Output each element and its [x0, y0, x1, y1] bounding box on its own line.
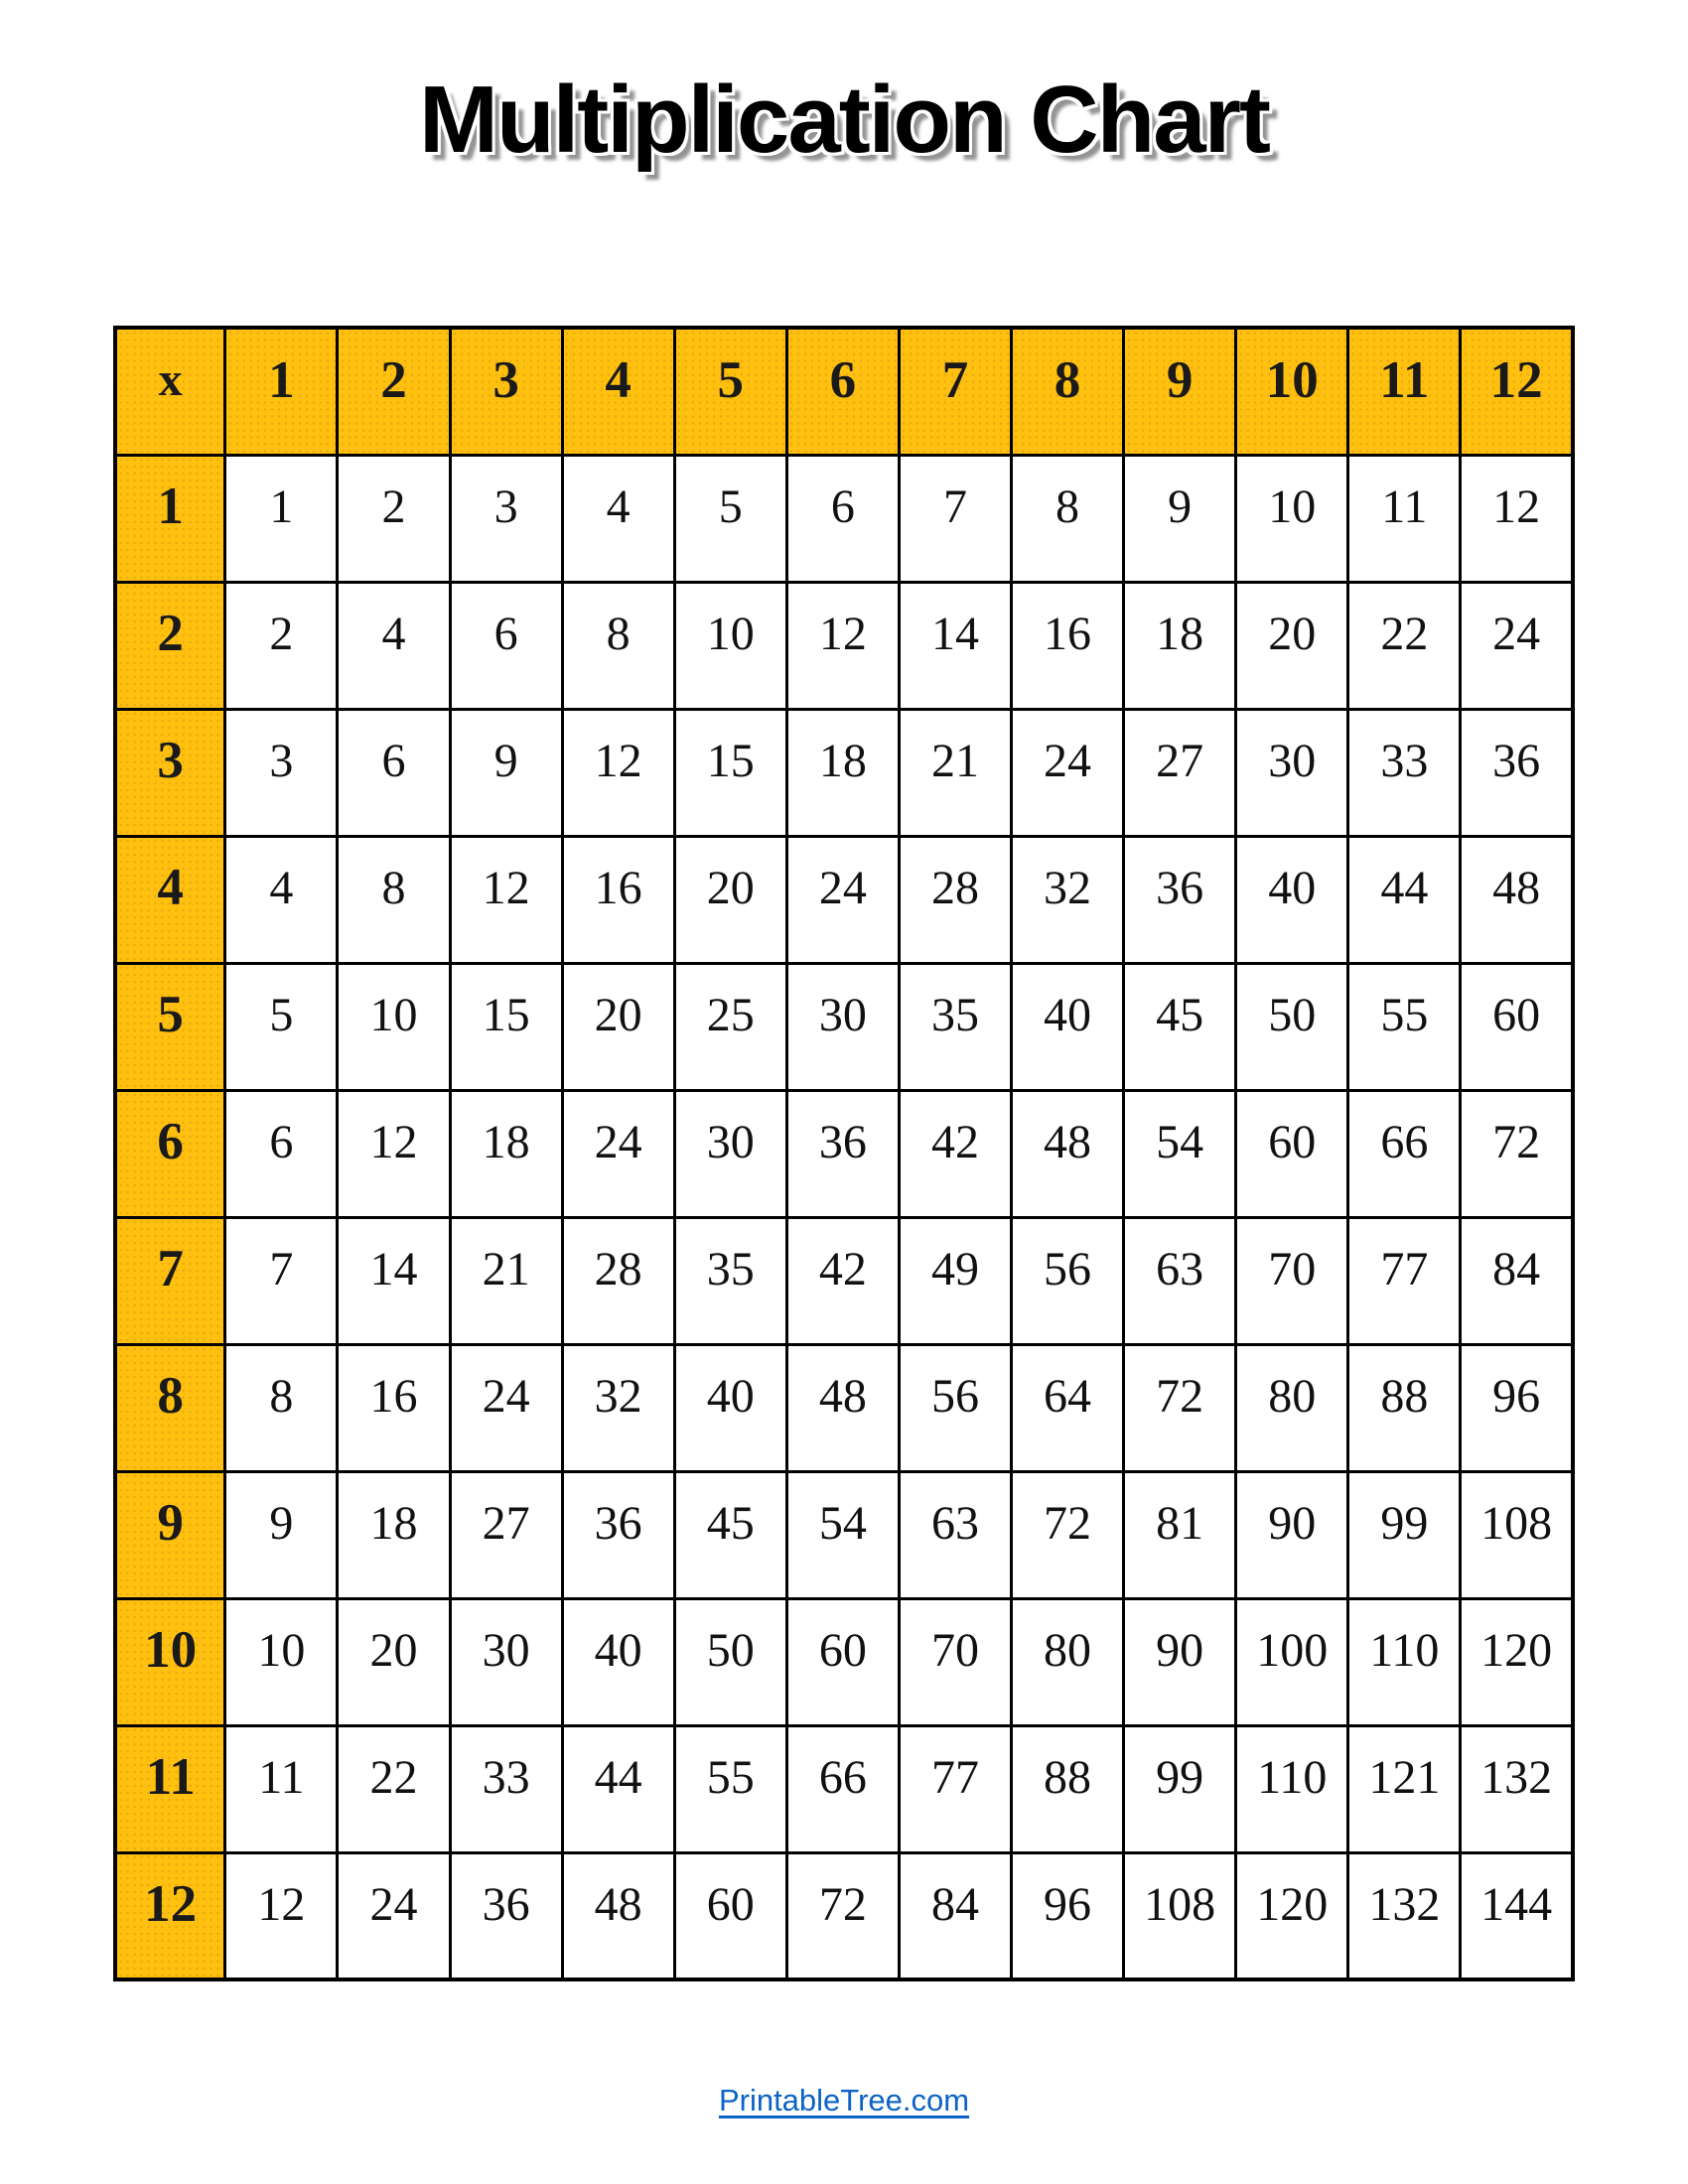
row-header-cell: 2: [115, 582, 225, 709]
product-cell: 120: [1236, 1852, 1348, 1979]
product-cell: 96: [1461, 1344, 1573, 1471]
product-cell: 10: [338, 963, 450, 1090]
product-cell: 30: [674, 1090, 786, 1217]
product-cell: 44: [562, 1725, 674, 1852]
product-cell: 90: [1236, 1471, 1348, 1598]
product-cell: 30: [450, 1598, 562, 1725]
product-cell: 22: [1348, 582, 1461, 709]
product-cell: 36: [562, 1471, 674, 1598]
product-cell: 24: [1011, 709, 1123, 836]
product-cell: 54: [1124, 1090, 1236, 1217]
product-cell: 14: [899, 582, 1011, 709]
product-cell: 56: [899, 1344, 1011, 1471]
product-cell: 77: [1348, 1217, 1461, 1344]
product-cell: 36: [1124, 836, 1236, 963]
product-cell: 66: [1348, 1090, 1461, 1217]
product-cell: 7: [225, 1217, 338, 1344]
table-row: [115, 1852, 1573, 1979]
product-cell: 64: [1011, 1344, 1123, 1471]
product-cell: 55: [1348, 963, 1461, 1090]
product-cell: 18: [1124, 582, 1236, 709]
column-header-cell: 4: [562, 328, 674, 455]
row-header-cell: 6: [115, 1090, 225, 1217]
table-row: [115, 1725, 1573, 1852]
product-cell: 2: [225, 582, 338, 709]
product-cell: 12: [450, 836, 562, 963]
product-cell: 20: [674, 836, 786, 963]
column-header-cell: 1: [225, 328, 338, 455]
product-cell: 11: [1348, 455, 1461, 582]
product-cell: 48: [1461, 836, 1573, 963]
product-cell: 55: [674, 1725, 786, 1852]
product-cell: 22: [338, 1725, 450, 1852]
row-header-cell: 8: [115, 1344, 225, 1471]
product-cell: 16: [338, 1344, 450, 1471]
product-cell: 56: [1011, 1217, 1123, 1344]
product-cell: 48: [786, 1344, 899, 1471]
product-cell: 36: [450, 1852, 562, 1979]
product-cell: 28: [562, 1217, 674, 1344]
product-cell: 27: [1124, 709, 1236, 836]
column-header-cell: 6: [786, 328, 899, 455]
product-cell: 110: [1236, 1725, 1348, 1852]
product-cell: 6: [225, 1090, 338, 1217]
product-cell: 60: [674, 1852, 786, 1979]
product-cell: 84: [1461, 1217, 1573, 1344]
table-row: [115, 455, 1573, 582]
product-cell: 70: [1236, 1217, 1348, 1344]
product-cell: 72: [1124, 1344, 1236, 1471]
product-cell: 35: [674, 1217, 786, 1344]
column-header-cell: 5: [674, 328, 786, 455]
product-cell: 132: [1348, 1852, 1461, 1979]
row-header-cell: 5: [115, 963, 225, 1090]
product-cell: 144: [1461, 1852, 1573, 1979]
table-row: [115, 836, 1573, 963]
product-cell: 30: [786, 963, 899, 1090]
product-cell: 40: [1236, 836, 1348, 963]
product-cell: 16: [562, 836, 674, 963]
product-cell: 18: [338, 1471, 450, 1598]
product-cell: 8: [1011, 455, 1123, 582]
table-row: [115, 1471, 1573, 1598]
product-cell: 49: [899, 1217, 1011, 1344]
product-cell: 18: [786, 709, 899, 836]
product-cell: 20: [562, 963, 674, 1090]
product-cell: 36: [786, 1090, 899, 1217]
corner-cell: x: [115, 328, 225, 455]
product-cell: 81: [1124, 1471, 1236, 1598]
product-cell: 70: [899, 1598, 1011, 1725]
product-cell: 10: [1236, 455, 1348, 582]
product-cell: 6: [786, 455, 899, 582]
table-row: [115, 1217, 1573, 1344]
header-row: [115, 328, 1573, 455]
table-row: [115, 1344, 1573, 1471]
product-cell: 7: [899, 455, 1011, 582]
product-cell: 8: [562, 582, 674, 709]
product-cell: 32: [1011, 836, 1123, 963]
product-cell: 72: [1461, 1090, 1573, 1217]
product-cell: 3: [450, 455, 562, 582]
table-row: [115, 709, 1573, 836]
product-cell: 20: [1236, 582, 1348, 709]
product-cell: 8: [338, 836, 450, 963]
page-header: [0, 0, 1688, 175]
row-header-cell: 1: [115, 455, 225, 582]
product-cell: 14: [338, 1217, 450, 1344]
multiplication-table: [113, 326, 1575, 1981]
product-cell: 63: [1124, 1217, 1236, 1344]
product-cell: 1: [225, 455, 338, 582]
product-cell: 84: [899, 1852, 1011, 1979]
row-header-cell: 4: [115, 836, 225, 963]
product-cell: 110: [1348, 1598, 1461, 1725]
product-cell: 12: [562, 709, 674, 836]
product-cell: 36: [1461, 709, 1573, 836]
row-header-cell: 9: [115, 1471, 225, 1598]
product-cell: 40: [674, 1344, 786, 1471]
product-cell: 60: [786, 1598, 899, 1725]
product-cell: 6: [338, 709, 450, 836]
product-cell: 80: [1011, 1598, 1123, 1725]
product-cell: 88: [1011, 1725, 1123, 1852]
product-cell: 12: [786, 582, 899, 709]
product-cell: 88: [1348, 1344, 1461, 1471]
product-cell: 12: [1461, 455, 1573, 582]
product-cell: 5: [674, 455, 786, 582]
column-header-cell: 2: [338, 328, 450, 455]
product-cell: 15: [674, 709, 786, 836]
table-row: [115, 1090, 1573, 1217]
product-cell: 54: [786, 1471, 899, 1598]
product-cell: 12: [225, 1852, 338, 1979]
product-cell: 63: [899, 1471, 1011, 1598]
row-header-cell: 11: [115, 1725, 225, 1852]
product-cell: 45: [1124, 963, 1236, 1090]
row-header-cell: 12: [115, 1852, 225, 1979]
product-cell: 42: [786, 1217, 899, 1344]
product-cell: 99: [1124, 1725, 1236, 1852]
product-cell: 8: [225, 1344, 338, 1471]
product-cell: 108: [1461, 1471, 1573, 1598]
product-cell: 66: [786, 1725, 899, 1852]
product-cell: 24: [562, 1090, 674, 1217]
product-cell: 33: [1348, 709, 1461, 836]
product-cell: 18: [450, 1090, 562, 1217]
row-header-cell: 10: [115, 1598, 225, 1725]
product-cell: 45: [674, 1471, 786, 1598]
column-header-cell: 9: [1124, 328, 1236, 455]
product-cell: 6: [450, 582, 562, 709]
product-cell: 72: [786, 1852, 899, 1979]
product-cell: 20: [338, 1598, 450, 1725]
table-wrap: [0, 326, 1688, 1981]
product-cell: 24: [338, 1852, 450, 1979]
product-cell: 33: [450, 1725, 562, 1852]
table-row: [115, 1598, 1573, 1725]
table-row: [115, 963, 1573, 1090]
product-cell: 24: [1461, 582, 1573, 709]
product-cell: 42: [899, 1090, 1011, 1217]
table-row: [115, 582, 1573, 709]
product-cell: 60: [1236, 1090, 1348, 1217]
product-cell: 12: [338, 1090, 450, 1217]
page-title: Multiplication Chart: [419, 67, 1269, 173]
product-cell: 72: [1011, 1471, 1123, 1598]
product-cell: 9: [450, 709, 562, 836]
product-cell: 10: [225, 1598, 338, 1725]
product-cell: 27: [450, 1471, 562, 1598]
product-cell: 21: [899, 709, 1011, 836]
footer-link[interactable]: PrintableTree.com: [718, 2083, 970, 2117]
product-cell: 9: [225, 1471, 338, 1598]
column-header-cell: 7: [899, 328, 1011, 455]
row-header-cell: 7: [115, 1217, 225, 1344]
product-cell: 108: [1124, 1852, 1236, 1979]
product-cell: 44: [1348, 836, 1461, 963]
product-cell: 48: [562, 1852, 674, 1979]
product-cell: 10: [674, 582, 786, 709]
product-cell: 50: [1236, 963, 1348, 1090]
column-header-cell: 12: [1461, 328, 1573, 455]
product-cell: 60: [1461, 963, 1573, 1090]
product-cell: 30: [1236, 709, 1348, 836]
product-cell: 50: [674, 1598, 786, 1725]
product-cell: 32: [562, 1344, 674, 1471]
product-cell: 99: [1348, 1471, 1461, 1598]
column-header-cell: 10: [1236, 328, 1348, 455]
product-cell: 25: [674, 963, 786, 1090]
product-cell: 15: [450, 963, 562, 1090]
product-cell: 4: [562, 455, 674, 582]
product-cell: 4: [338, 582, 450, 709]
product-cell: 120: [1461, 1598, 1573, 1725]
product-cell: 24: [786, 836, 899, 963]
product-cell: 40: [562, 1598, 674, 1725]
page-footer: [0, 2083, 1688, 2118]
product-cell: 28: [899, 836, 1011, 963]
product-cell: 96: [1011, 1852, 1123, 1979]
product-cell: 3: [225, 709, 338, 836]
product-cell: 80: [1236, 1344, 1348, 1471]
product-cell: 121: [1348, 1725, 1461, 1852]
product-cell: 16: [1011, 582, 1123, 709]
column-header-cell: 11: [1348, 328, 1461, 455]
row-header-cell: 3: [115, 709, 225, 836]
product-cell: 132: [1461, 1725, 1573, 1852]
product-cell: 4: [225, 836, 338, 963]
product-cell: 5: [225, 963, 338, 1090]
product-cell: 35: [899, 963, 1011, 1090]
product-cell: 24: [450, 1344, 562, 1471]
product-cell: 11: [225, 1725, 338, 1852]
column-header-cell: 8: [1011, 328, 1123, 455]
product-cell: 9: [1124, 455, 1236, 582]
product-cell: 77: [899, 1725, 1011, 1852]
product-cell: 40: [1011, 963, 1123, 1090]
product-cell: 90: [1124, 1598, 1236, 1725]
product-cell: 100: [1236, 1598, 1348, 1725]
product-cell: 21: [450, 1217, 562, 1344]
product-cell: 2: [338, 455, 450, 582]
product-cell: 48: [1011, 1090, 1123, 1217]
column-header-cell: 3: [450, 328, 562, 455]
